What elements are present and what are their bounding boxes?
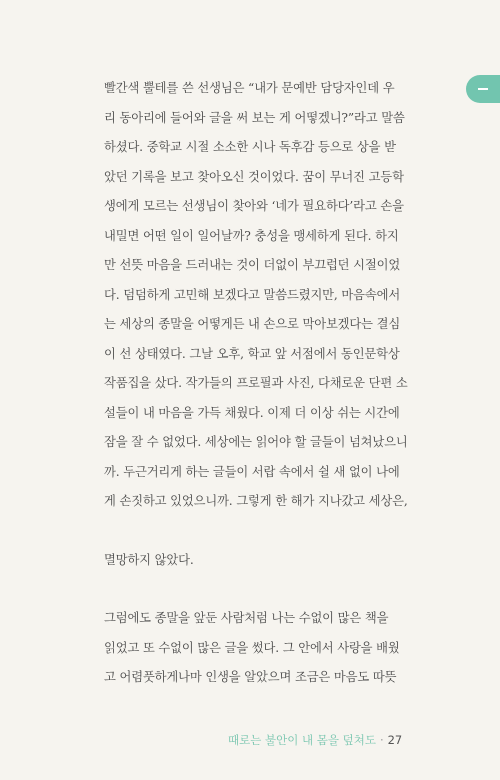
paragraph-gap [104,575,429,604]
paragraph-3 [104,604,429,693]
page-footer [228,732,402,748]
text-line: 리 동아리에 들어와 글을 써 보는 게 어떻겠니?”라고 말씀 [104,110,405,125]
text-line: 생에게 모르는 선생님이 찾아와 ‘네가 필요하다’라고 손을 [104,199,404,213]
text-line: 았던 기록을 보고 찾아오신 것이었다. 꿈이 무너진 고등학 [104,169,404,184]
chapter-tab-marker [466,75,500,103]
text-line: 만 선뜻 마음을 드러내는 것이 더없이 부끄럽던 시절이었 [104,258,401,272]
text-line: 읽었고 또 수없이 많은 글을 썼다. 그 안에서 사랑을 배웠 [104,640,400,655]
text-line: 하셨다. 중학교 시절 소소한 시나 독후감 등으로 상을 받 [104,140,396,154]
text-line: 내밀면 어떤 일이 일어날까? 충성을 맹세하게 된다. 하지 [104,228,399,243]
text-line: 설들이 내 마음을 가득 채웠다. 이제 더 이상 쉬는 시간에 [104,405,400,420]
text-line: 작품집을 샀다. 작가들의 프로필과 사진, 다채로운 단편 소 [104,376,408,390]
paragraph-1 [104,74,429,517]
running-title: 때로는 불안이 내 몸을 덮쳐도 [228,733,376,747]
body-text [104,74,429,693]
text-line: 그럼에도 종말을 앞둔 사람처럼 나는 수없이 많은 책을 [104,611,389,625]
footer-separator: · [379,733,384,747]
text-line: 는 세상의 종말을 어떻게든 내 손으로 막아보겠다는 결심 [104,317,401,331]
paragraph-gap [104,517,429,546]
page-number: 27 [387,733,403,747]
text-line: 다. 덤덤하게 고민해 보겠다고 말씀드렸지만, 마음속에서 [104,287,401,302]
text-line: 까. 두근거리게 하는 글들이 서랍 속에서 쉴 새 없이 나에 [104,464,400,479]
paragraph-2 [104,546,429,576]
text-line: 빨간색 뿔테를 쓴 선생님은 “내가 문예반 담당자인데 우 [104,81,395,95]
text-line: 멸망하지 않았다. [104,552,194,567]
text-line: 게 손짓하고 있었으니까. 그렇게 한 해가 지나갔고 세상은, [104,494,408,508]
dash-icon [478,88,488,90]
text-line: 고 어렴풋하게나마 인생을 알았으며 조금은 마음도 따뜻 [104,670,397,684]
text-line: 이 선 상태였다. 그날 오후, 학교 앞 서점에서 동인문학상 [104,346,400,361]
text-line: 잠을 잘 수 없었다. 세상에는 읽어야 할 글들이 넘쳐났으니 [104,435,408,449]
